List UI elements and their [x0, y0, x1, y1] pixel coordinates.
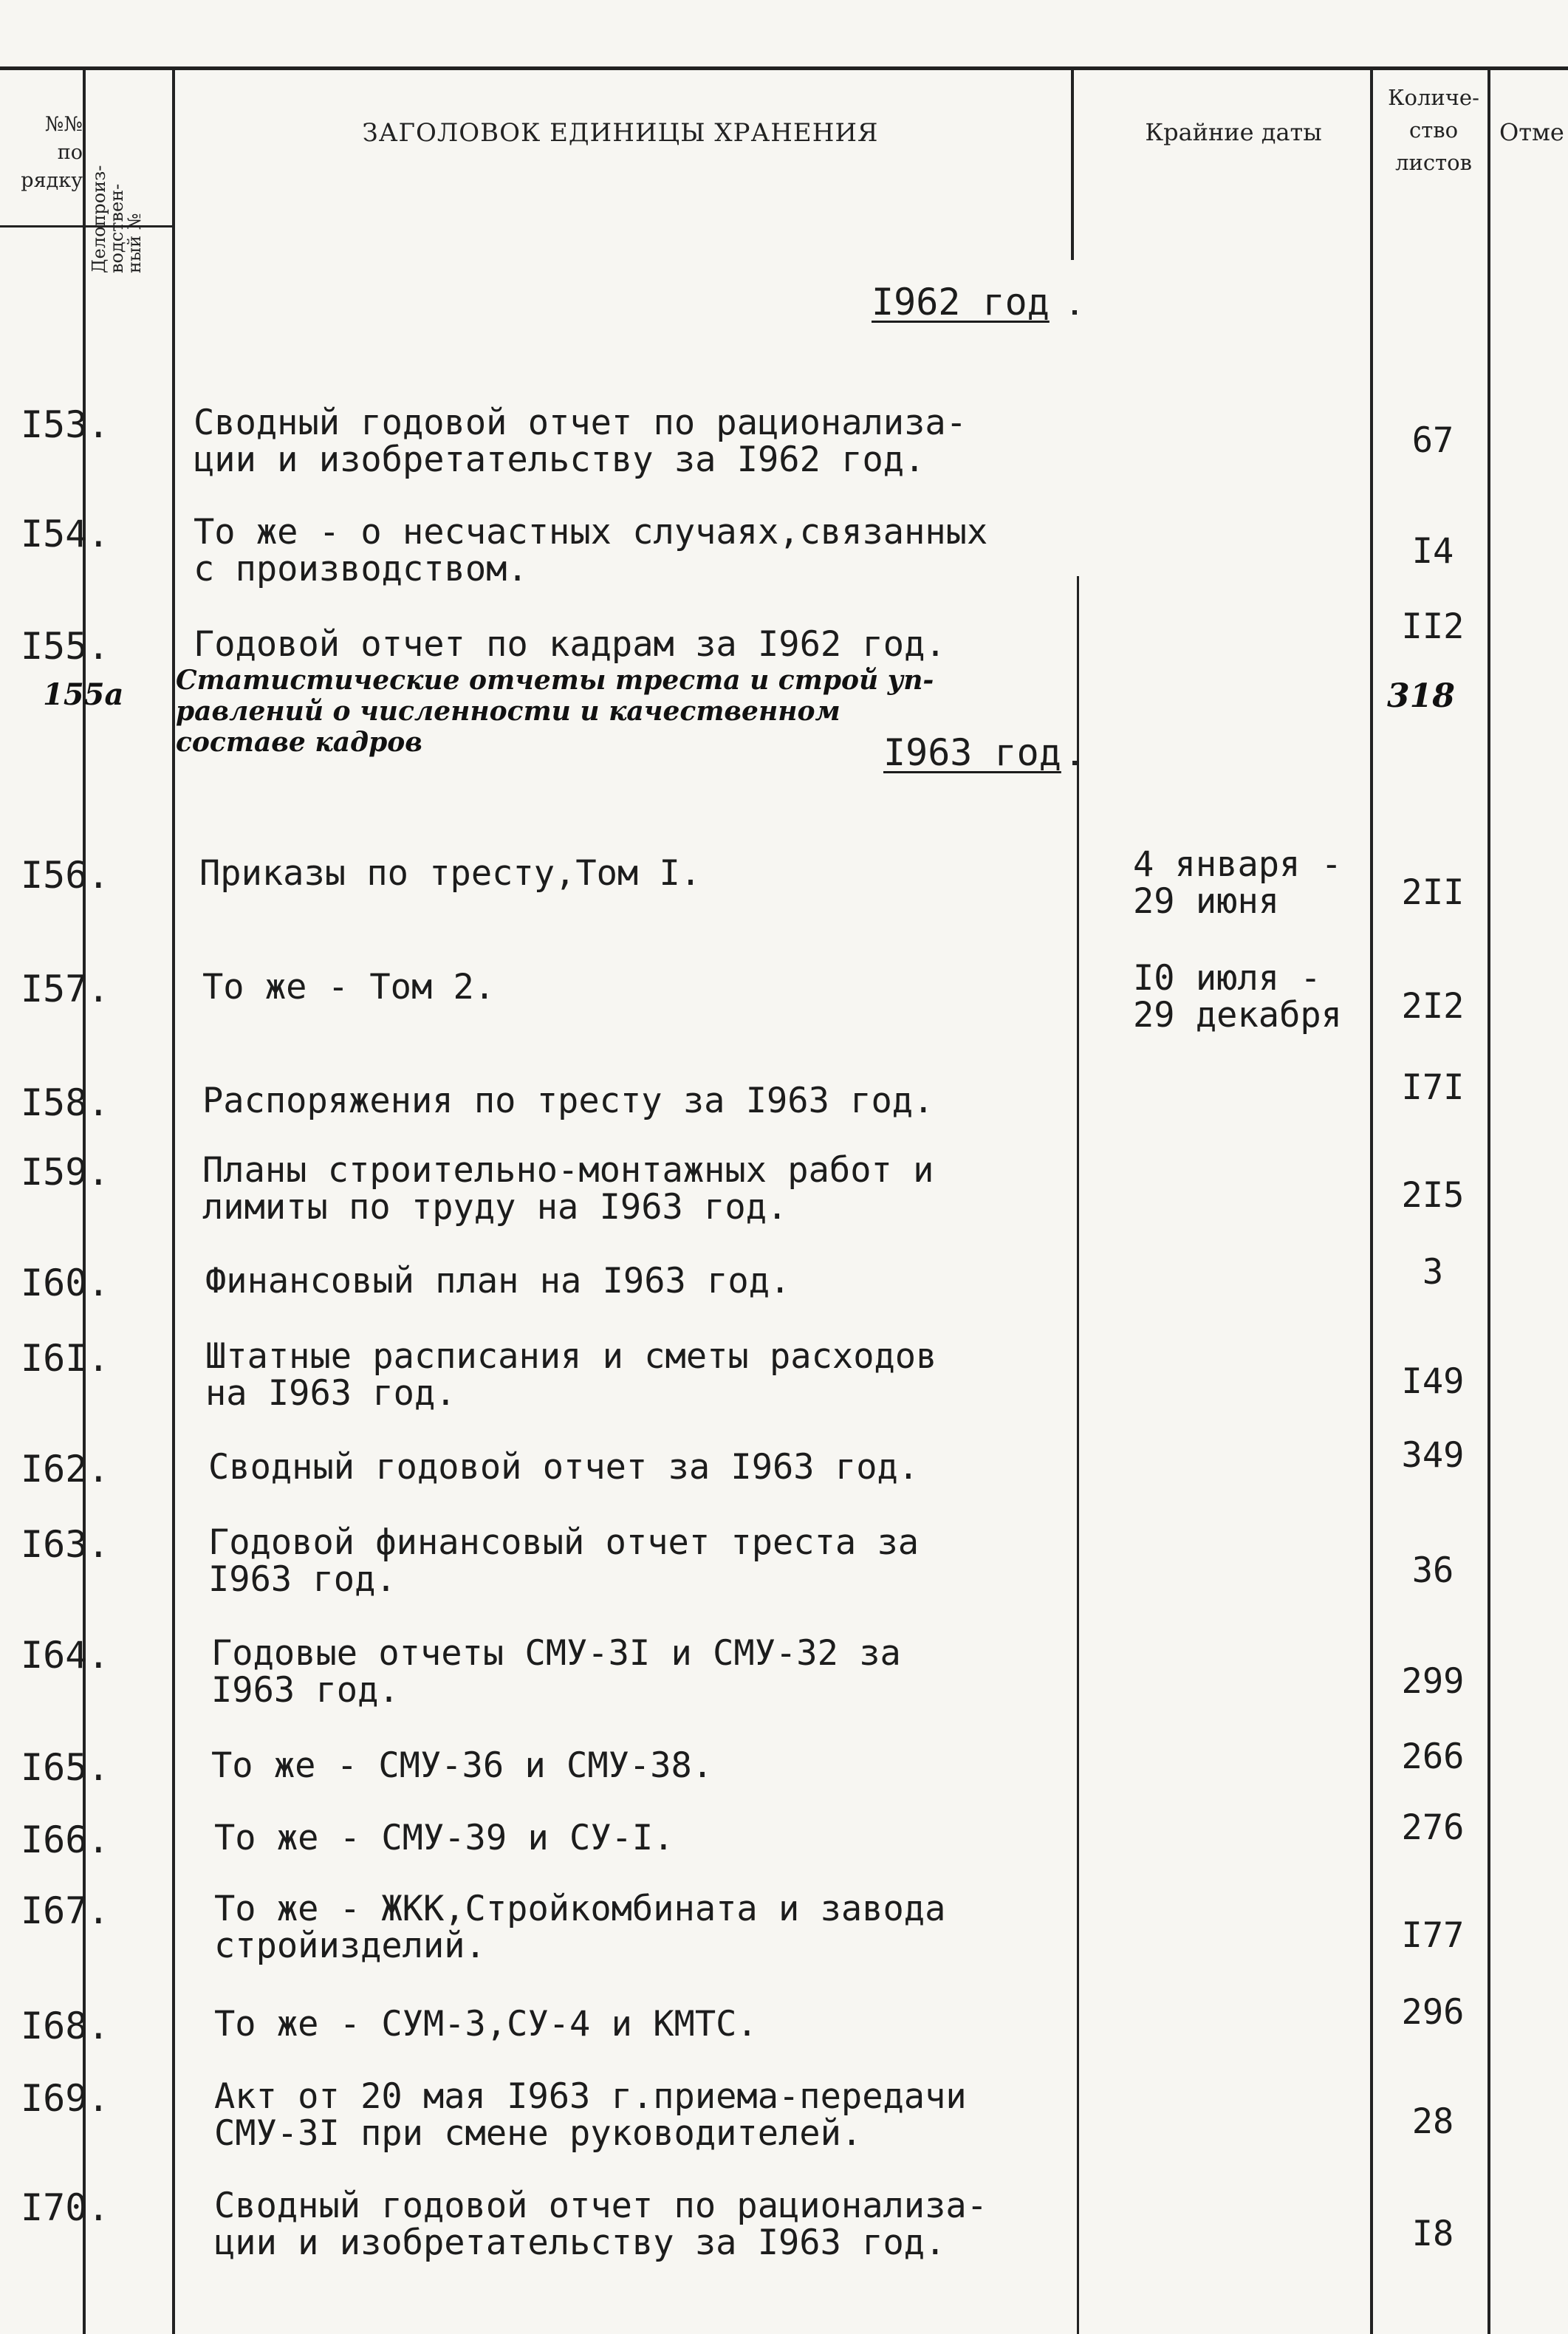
col-divider-2 [172, 68, 175, 2334]
row-number: I59. [21, 1151, 110, 1194]
row-count: 28 [1411, 2101, 1454, 2142]
row-title: То же - СУМ-3,СУ-4 и КМТС. [214, 2004, 758, 2044]
row-count: 276 [1401, 1807, 1465, 1848]
row-number: I65. [21, 1746, 110, 1789]
row-number: I68. [21, 2005, 110, 2047]
row-count: II2 [1401, 606, 1465, 647]
row-number: I57. [21, 968, 110, 1010]
row-count: 299 [1401, 1661, 1465, 1702]
row-title: То же - СМУ-39 и СУ-I. [214, 1818, 674, 1858]
row-title: Годовой отчет по кадрам за I962 год. [194, 624, 946, 665]
row-title: То же - о несчастных случаях,связанных с производством. [194, 512, 988, 589]
row-title: Годовые отчеты СМУ-3I и СМУ-32 за I963 год. [211, 1633, 901, 1711]
row-count: 36 [1411, 1550, 1454, 1591]
row-count: 2I5 [1401, 1175, 1465, 1216]
row-count: I8 [1411, 2214, 1454, 2254]
row-count: I77 [1401, 1915, 1465, 1956]
col-divider-4 [1370, 68, 1373, 2334]
row-dates: I0 июля - 29 декабря [1133, 958, 1342, 1036]
header-notes: Отме [1499, 118, 1564, 146]
col-divider-3 [1071, 68, 1074, 260]
row-number: I67. [21, 1889, 110, 1932]
row-count: I4 [1411, 531, 1454, 572]
row-title: Распоряжения по тресту за I963 год. [202, 1081, 934, 1121]
row-title: Акт от 20 мая I963 г.приема-передачи СМУ-3I при смене руководителей. [214, 2076, 967, 2154]
row-title: Сводный годовой отчет по рационализа- ции и изобретательству за I963 год. [214, 2186, 987, 2263]
row-count: 266 [1401, 1736, 1465, 1777]
row-number: I69. [21, 2077, 110, 2120]
row-title: Приказы по тресту,Том I. [199, 853, 702, 894]
row-title: Сводный годовой отчет по рационализа- ции и изобретательству за I962 год. [194, 403, 967, 480]
top-rule [0, 66, 1568, 70]
row-number: I66. [21, 1818, 110, 1861]
row-number: I58. [21, 1081, 110, 1124]
header-count: Количе- ство листов [1388, 85, 1479, 175]
row-title: Сводный годовой отчет за I963 год. [208, 1447, 920, 1488]
header-bottom-rule [0, 225, 174, 227]
row-title: Штатные расписания и сметы расходов на I963 год. [205, 1336, 937, 1414]
row-number: I55. [21, 625, 110, 668]
row-title: Планы строительно-монтажных работ и лимиты по труду на I963 год. [202, 1150, 934, 1228]
row-count: 2I2 [1401, 986, 1465, 1027]
row-count: I49 [1401, 1361, 1465, 1402]
year-heading-1962: I962 год [872, 281, 1050, 324]
row-title: То же - ЖКК,Стройкомбината и завода стройизделий. [214, 1889, 946, 1966]
header-title: ЗАГОЛОВОК ЕДИНИЦЫ ХРАНЕНИЯ [362, 118, 879, 148]
row-count: I7I [1401, 1067, 1465, 1108]
row-number: I70. [21, 2186, 110, 2229]
header-dates: Крайние даты [1145, 118, 1322, 146]
row-count: 349 [1401, 1435, 1465, 1476]
handwritten-count: 318 [1387, 677, 1455, 715]
row-number: I63. [21, 1523, 110, 1566]
row-count: 67 [1411, 420, 1454, 461]
handwritten-number: 155а [43, 677, 124, 712]
row-count: 2II [1401, 872, 1465, 913]
row-title: Годовой финансовый отчет треста за I963 год. [208, 1522, 920, 1600]
row-count: 3 [1422, 1252, 1444, 1293]
row-title: Финансовый план на I963 год. [205, 1261, 791, 1301]
row-dates: 4 января - 29 июня [1133, 844, 1342, 922]
row-number: I56. [21, 854, 110, 897]
header-doc-number: Делопроиз- водствен- ный № [89, 165, 145, 273]
row-count: 296 [1401, 1992, 1465, 2033]
row-number: I64. [21, 1634, 110, 1677]
row-title: То же - СМУ-36 и СМУ-38. [211, 1745, 713, 1786]
row-number: I6I. [21, 1337, 110, 1380]
row-number: I60. [21, 1262, 110, 1304]
row-number: I54. [21, 513, 110, 555]
year-heading-1963: I963 год [883, 731, 1061, 774]
header-number: №№ по рядку [21, 113, 83, 192]
row-number: I53. [21, 403, 110, 446]
row-number: I62. [21, 1448, 110, 1491]
handwritten-title: Статистические отчеты треста и строй уп- равлений о численности и качественном составе кадров [176, 665, 934, 758]
year-dot-1962 [1072, 310, 1077, 315]
row-title: То же - Том 2. [202, 967, 496, 1007]
year-dot-1963 [1072, 761, 1077, 765]
